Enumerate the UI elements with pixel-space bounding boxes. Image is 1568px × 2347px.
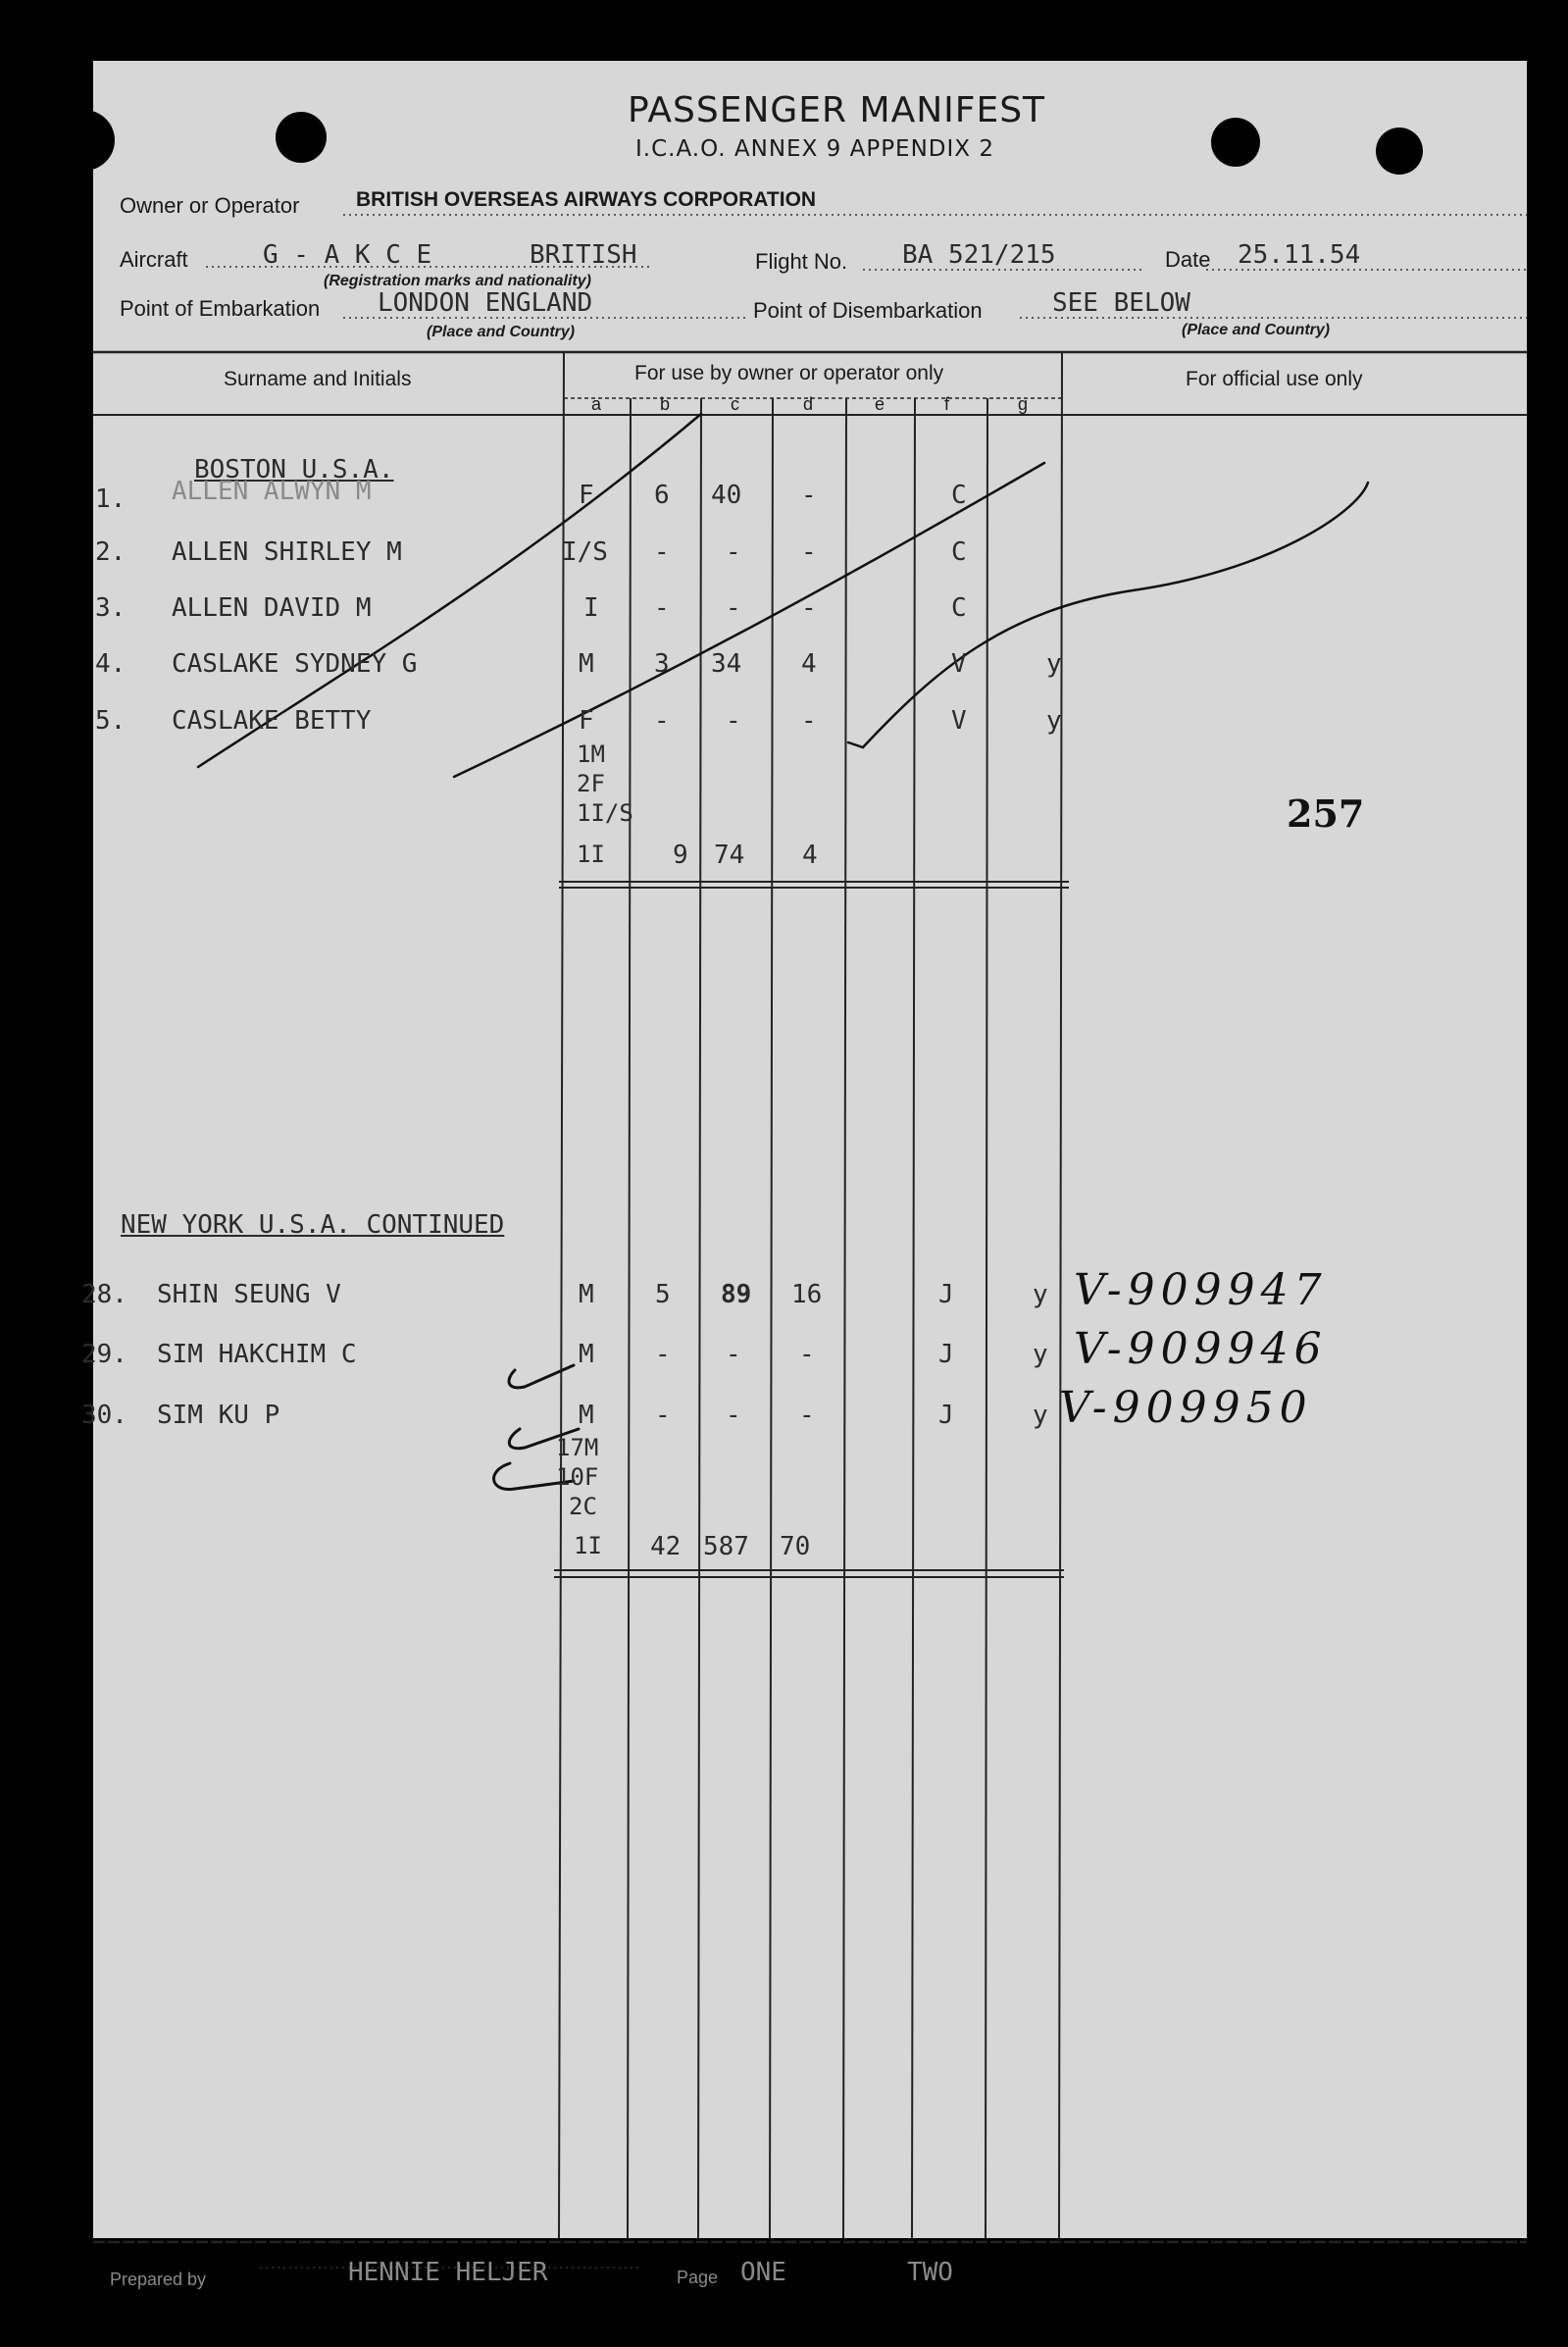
cell-g: y: [1046, 706, 1062, 736]
passenger-name: CASLAKE SYDNEY G: [172, 649, 418, 679]
cell-a: M: [579, 1401, 594, 1430]
aircraft-nationality: BRITISH: [530, 240, 637, 270]
flight-number: BA 521/215: [902, 240, 1056, 270]
page-title: PASSENGER MANIFEST: [628, 90, 1046, 130]
row-number: 5.: [95, 706, 126, 736]
cell-b: -: [655, 1401, 671, 1430]
cell-d: -: [799, 1401, 815, 1430]
cell-g: y: [1033, 1340, 1048, 1369]
cell-a: M: [579, 1280, 594, 1309]
cell-f: V: [951, 706, 967, 736]
cell-g: y: [1033, 1401, 1048, 1430]
total-line: 17M: [556, 1434, 599, 1461]
date-label: Date: [1165, 247, 1211, 272]
cell-d: 16: [791, 1280, 823, 1309]
row-number: 29.: [81, 1340, 127, 1369]
cell-f: V: [951, 649, 967, 679]
disembarkation-label: Point of Disembarkation: [753, 298, 983, 323]
total-b: 42: [650, 1532, 682, 1561]
stamp-number: 257: [1287, 791, 1365, 836]
passenger-name: SIM KU P: [157, 1401, 280, 1430]
owner-value: BRITISH OVERSEAS AIRWAYS CORPORATION: [356, 188, 817, 211]
cell-d: -: [801, 593, 817, 623]
cell-c: -: [726, 1340, 741, 1369]
col-header-f: f: [944, 394, 950, 414]
cell-f: J: [938, 1401, 954, 1430]
row-number: 2.: [95, 537, 126, 567]
cell-b: 5: [655, 1280, 671, 1309]
col-header-a: a: [591, 394, 602, 414]
official-number: V-909946: [1074, 1324, 1328, 1374]
cell-a: M: [579, 649, 594, 679]
manifest-sheet: [81, 61, 1527, 2289]
passenger-name: ALLEN DAVID M: [172, 593, 372, 623]
cell-f: J: [938, 1340, 954, 1369]
total-d: 70: [780, 1532, 811, 1561]
total-line: 10F: [556, 1463, 599, 1491]
aircraft-label: Aircraft: [120, 247, 188, 272]
tick-mark-28: [509, 1365, 574, 1388]
punch-hole: [1211, 118, 1260, 167]
total-line: 1I/S: [577, 799, 633, 827]
punch-hole: [54, 110, 115, 171]
group-heading-boston: BOSTON U.S.A.: [194, 455, 394, 485]
cell-a: I/S: [562, 537, 608, 567]
row-number: 4.: [95, 649, 126, 679]
cell-f: C: [951, 481, 967, 510]
row-number: 3.: [95, 593, 126, 623]
strike-curve-3: [848, 483, 1368, 747]
cell-a: F: [579, 481, 594, 510]
cell-b: -: [654, 593, 670, 623]
cell-c: 40: [711, 481, 742, 510]
owner-label: Owner or Operator: [120, 193, 300, 218]
passenger-name: CASLAKE BETTY: [172, 706, 372, 736]
col-header-e: e: [875, 394, 885, 414]
punch-hole: [1376, 128, 1423, 175]
date-value: 25.11.54: [1238, 240, 1361, 270]
row-number: 28.: [81, 1280, 127, 1309]
cell-b: -: [655, 1340, 671, 1369]
cell-c: -: [726, 593, 741, 623]
embarkation-value: LONDON ENGLAND: [378, 288, 593, 318]
aircraft-caption: (Registration marks and nationality): [324, 273, 591, 289]
cell-d: -: [799, 1340, 815, 1369]
surname-header: Surname and Initials: [224, 368, 412, 390]
official-number: V-909947: [1074, 1265, 1328, 1315]
cell-c: -: [726, 537, 741, 567]
col-header-c: c: [731, 394, 739, 414]
page-value: ONE: [740, 2258, 786, 2287]
total-line: 1I: [577, 841, 605, 868]
page-subtitle: I.C.A.O. ANNEX 9 APPENDIX 2: [635, 136, 994, 162]
owner-use-header: For use by owner or operator only: [634, 362, 944, 384]
cell-f: J: [938, 1280, 954, 1309]
page-of: TWO: [907, 2258, 953, 2287]
passenger-name: ALLEN ALWYN M: [172, 477, 372, 506]
row-number: 1.: [95, 485, 126, 514]
col-header-b: b: [660, 394, 671, 414]
prepared-value: HENNIE HELJER: [348, 2258, 548, 2287]
cell-c: 34: [711, 649, 742, 679]
passenger-name: ALLEN SHIRLEY M: [172, 537, 402, 567]
passenger-name: SHIN SEUNG V: [157, 1280, 341, 1309]
cell-a: I: [583, 593, 599, 623]
aircraft-registration: G - A K C E: [263, 240, 432, 270]
cell-d: 4: [801, 649, 817, 679]
prepared-label: Prepared by: [110, 2270, 207, 2289]
cell-c: 89: [721, 1280, 752, 1309]
total-line: 1I: [574, 1532, 602, 1559]
cell-g: y: [1046, 649, 1062, 679]
flight-label: Flight No.: [755, 249, 848, 274]
total-line: 1M: [577, 740, 605, 768]
cell-a: M: [579, 1340, 594, 1369]
disembarkation-value: SEE BELOW: [1052, 288, 1190, 318]
cell-d: -: [801, 537, 817, 567]
official-use-header: For official use only: [1186, 368, 1363, 390]
col-header-g: g: [1018, 394, 1029, 414]
cell-b: -: [654, 537, 670, 567]
cell-d: -: [801, 481, 817, 510]
passenger-name: SIM HAKCHIM C: [157, 1340, 357, 1369]
group-heading-new-york: NEW YORK U.S.A. CONTINUED: [121, 1210, 505, 1240]
row-number: 30.: [81, 1401, 127, 1430]
cell-f: C: [951, 537, 967, 567]
cell-b: 6: [654, 481, 670, 510]
cell-c: -: [726, 1401, 741, 1430]
total-c: 74: [714, 841, 745, 870]
cell-c: -: [726, 706, 741, 736]
total-d: 4: [802, 841, 818, 870]
total-c: 587: [703, 1532, 749, 1561]
col-header-d: d: [803, 394, 814, 414]
embarkation-label: Point of Embarkation: [120, 296, 321, 321]
official-number: V-909950: [1059, 1383, 1313, 1433]
punch-hole: [276, 112, 327, 163]
total-line: 2C: [569, 1493, 597, 1520]
total-line: 2F: [577, 770, 605, 797]
cell-b: -: [654, 706, 670, 736]
cell-d: -: [801, 706, 817, 736]
total-b: 9: [673, 841, 688, 870]
embarkation-caption: (Place and Country): [427, 324, 576, 340]
cell-f: C: [951, 593, 967, 623]
disembarkation-caption: (Place and Country): [1182, 322, 1331, 338]
cell-b: 3: [654, 649, 670, 679]
cell-a: F: [579, 706, 594, 736]
cell-g: y: [1033, 1280, 1048, 1309]
page-label: Page: [677, 2268, 719, 2287]
